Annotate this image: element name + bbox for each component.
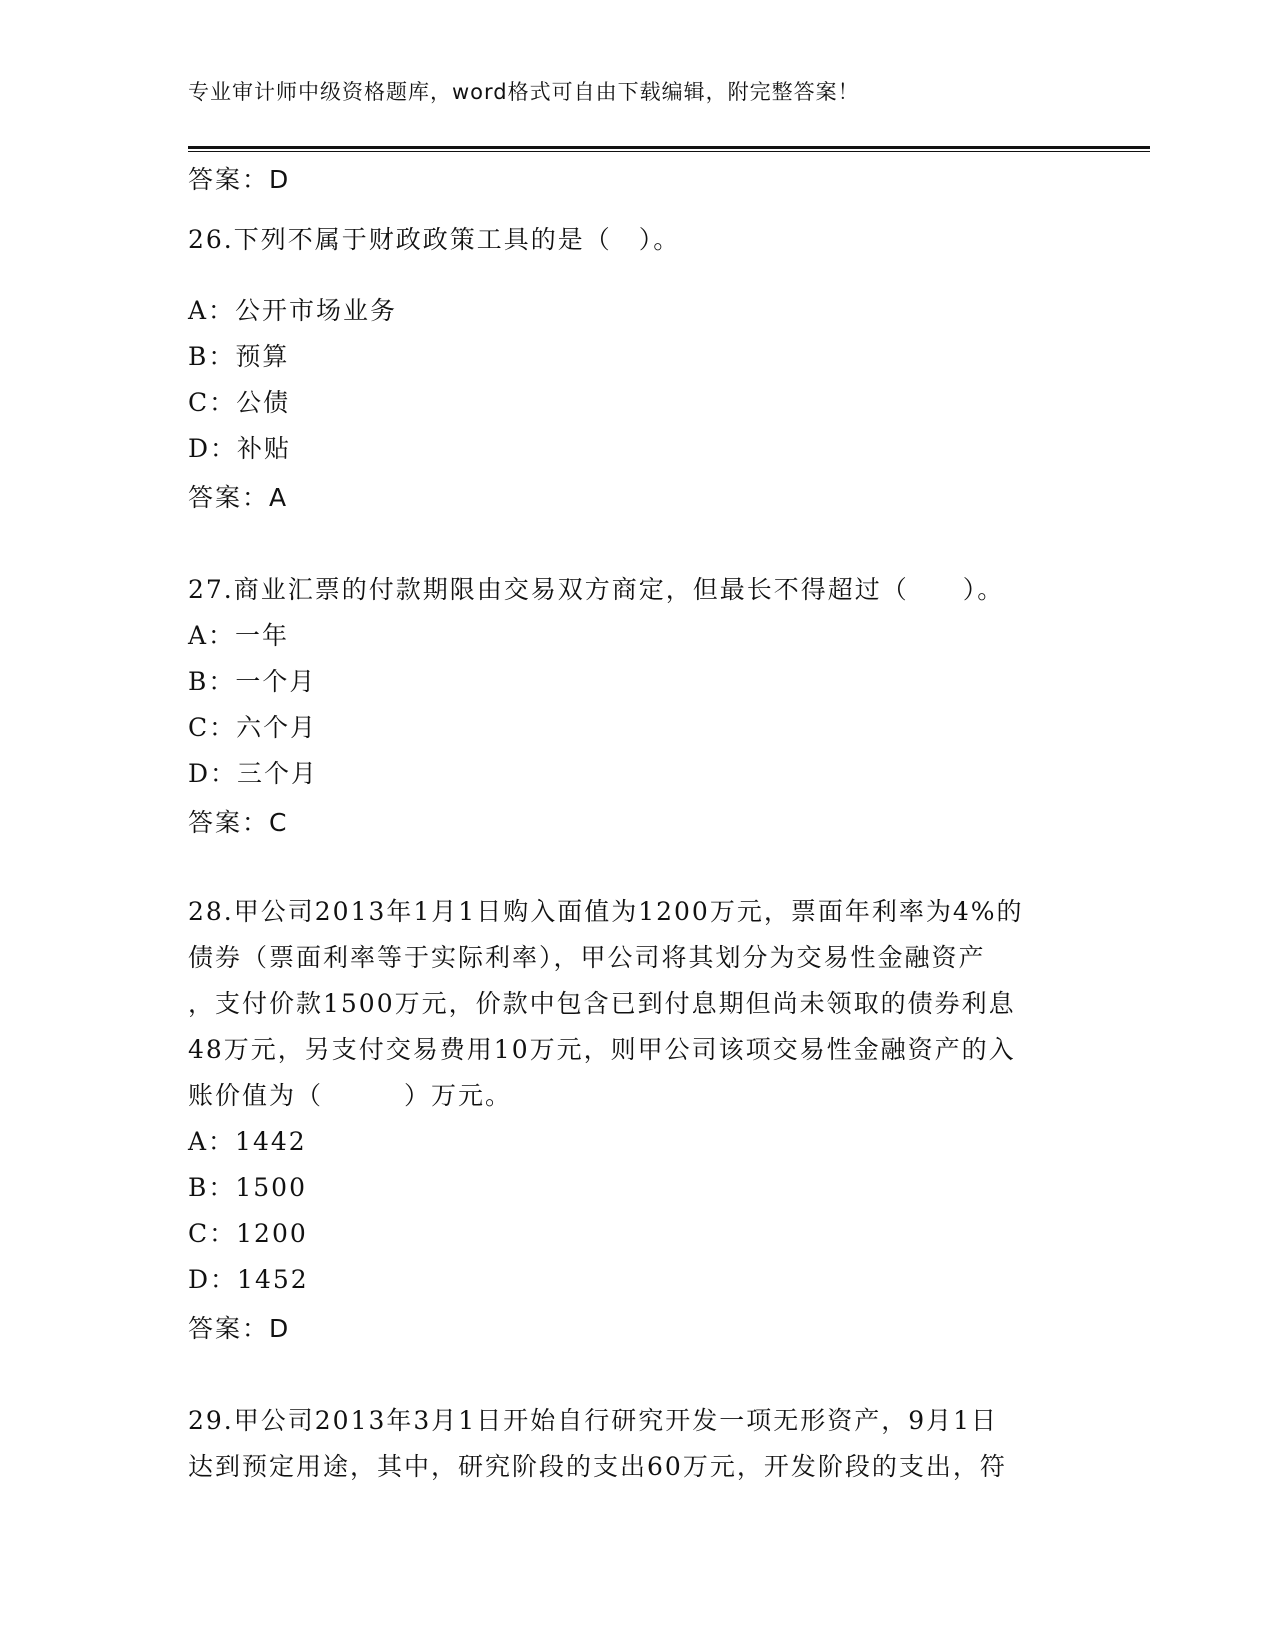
option-line: B：一个月: [188, 667, 317, 696]
option-line: A：一年: [188, 621, 290, 650]
option-line: A：1442: [188, 1127, 307, 1156]
page-header: 专业审计师中级资格题库，word格式可自由下载编辑，附完整答案！: [188, 80, 860, 104]
header-divider-thin: [188, 151, 1150, 152]
answer-line: 答案：A: [188, 483, 289, 512]
option-line: B：预算: [188, 342, 290, 371]
question-line: 29.甲公司2013年3月1日开始自行研究开发一项无形资产，9月1日: [188, 1406, 999, 1435]
question-line: 26.下列不属于财政政策工具的是（ ）。: [188, 225, 681, 254]
answer-line: 答案：D: [188, 1314, 291, 1343]
question-line: 达到预定用途，其中，研究阶段的支出60万元，开发阶段的支出，符: [188, 1452, 1007, 1481]
option-line: D：1452: [188, 1265, 309, 1294]
option-line: A：公开市场业务: [188, 296, 398, 325]
question-line: 债券（票面利率等于实际利率），甲公司将其划分为交易性金融资产: [188, 943, 986, 972]
option-line: B：1500: [188, 1173, 307, 1202]
question-line: 28.甲公司2013年1月1日购入面值为1200万元，票面年利率为4%的: [188, 897, 1024, 926]
question-line: 27.商业汇票的付款期限由交易双方商定，但最长不得超过（ ）。: [188, 575, 1005, 604]
answer-line: 答案：D: [188, 165, 291, 194]
question-line: 账价值为（ ）万元。: [188, 1081, 513, 1110]
option-line: D：补贴: [188, 434, 292, 463]
option-line: C：1200: [188, 1219, 308, 1248]
option-line: D：三个月: [188, 759, 319, 788]
answer-line: 答案：C: [188, 808, 289, 837]
option-line: C：六个月: [188, 713, 318, 742]
option-line: C：公债: [188, 388, 291, 417]
header-divider: [188, 146, 1150, 149]
question-line: ，支付价款1500万元，价款中包含已到付息期但尚未领取的债券利息: [188, 989, 1016, 1018]
question-line: 48万元，另支付交易费用10万元，则甲公司该项交易性金融资产的入: [188, 1035, 1016, 1064]
